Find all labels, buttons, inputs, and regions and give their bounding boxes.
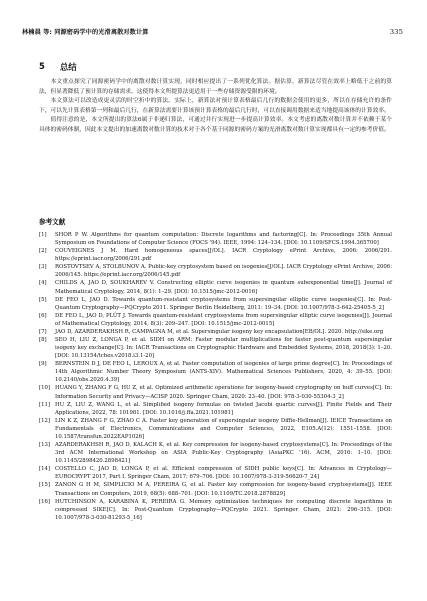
reference-number: [7]	[39, 328, 47, 335]
reference-item	[39, 465, 392, 481]
reference-number: [9]	[39, 361, 47, 368]
reference-item	[39, 296, 392, 312]
reference-text: SHOR P W. Algorithms for quantum computation: Discrete logarithms and factoring[C]. In: Proceedings 35th Annual Symposium on Foundations of Computer Science (FOCS '94). IEEE, 1994: 124–134. [DOI: 10.1109/SFCS.1994.365700]	[55, 232, 392, 247]
reference-item	[39, 312, 392, 328]
reference-text: HUANG Y, ZHANG F G, HU Z, et al. Optimized arithmetic operations for isogeny-based cryptography on huff curves[C]. In: Information Security and Privacy—ACISP 2020. Springer Cham, 2020: 23–40. [DOI: 978-3-030-55304-3_2]	[55, 385, 392, 400]
reference-item	[39, 247, 392, 263]
reference-number: [8]	[39, 337, 47, 344]
reference-number: [14]	[39, 466, 50, 473]
reference-number: [3]	[39, 264, 47, 271]
references-heading: 参考文献	[39, 218, 66, 226]
reference-item	[39, 336, 392, 360]
reference-item	[39, 401, 392, 417]
paragraph: 本文算法可以改造成更灵活的时空折中的算法。实际上，新算法对预计算表格最后几行的数据会使用的更多，所以在存储允许的条件下，可以先计算表格第一列和最后几行，在新算法需要计算该预计算表格的最后几行时，可以直接调用数据来适当地提高该体的计算效率。	[39, 98, 392, 114]
reference-text: HU Z, LIU Z, WANG L, et al. Simplified isogeny formulas on twisted Jacobi quartic curves[J]. Finite Fields and Their Applications, 2022, 78: 101981. [DOI: 10.1016/j.ffa.2021.101981]	[55, 401, 392, 416]
reference-item	[39, 498, 392, 522]
reference-number: [1]	[39, 232, 47, 238]
running-header-title: 林楠晨 等: 同源密码学中的光滑离散对数计算	[22, 29, 149, 36]
reference-text: LIN K Z, ZHANG F G, ZHAO C A. Faster key generation of supersingular isogeny Diffie-Hellman[J]. IEICE Transactions on Fundamentals of Electronics, Communications and Computer Sciences, 2022, E105.A(12): 1551–1558. [DOI: 10.1587/transfun.2022EAP1026]	[55, 417, 392, 440]
reference-text: SEO H, LIU Z, LONGA P, et al. SIDH on ARM: Faster modular multiplications for faster post-quantum supersingular isogeny key exchange[C]. In: IACR Transactions on Cryptographic Hardware and Embedded Systems, 2018, 2018(3): 1–20. [DOI: 10.13154/tches.v2018.i3.1-20]	[55, 337, 392, 360]
reference-item	[39, 417, 392, 441]
reference-text: HUTCHINSON A, KARABINA K, PEREIRA G. Memory optimization techniques for computing discrete logarithms in compressed SIKE[C]. In: Post-Quantum Cryptography—PQCrypto 2021. Springer Cham, 2021: 296–315. [DOI: 10.1007/978-3-030-81293-5_16]	[55, 498, 392, 521]
reference-item	[39, 279, 392, 295]
reference-item	[39, 328, 392, 336]
reference-item	[39, 384, 392, 400]
reference-item	[39, 441, 392, 465]
reference-item	[39, 263, 392, 279]
reference-list	[39, 231, 392, 522]
section-title: 总结	[59, 62, 77, 72]
reference-text: AZARDERAKHSH R, JAO D, KALACH K, et al. Key compression for isogeny-based cryptosystems[C]. In: Proceedings of the 3rd ACM International Workshop on ASIA Public-Key Cryptography (AsiaPKC '16). ACM, 2016: 1–10. [DOI: 10.1145/2898420.2898421]	[55, 442, 392, 465]
reference-text: ROSTOVTSEV A, STOLBUNOV A. Public-key cryptosystem based on isogenies[J/OL]. IACR Cryptology ePrint Archive, 2006: 2006/145. https://eprint.iacr.org/2006/145.pdf	[55, 264, 392, 279]
reference-item	[39, 481, 392, 497]
reference-item	[39, 231, 392, 247]
conclusion-body	[39, 78, 392, 135]
reference-number: [5]	[39, 296, 47, 303]
reference-number: [16]	[39, 498, 50, 505]
reference-text: BERNSTEIN D J, DE FEO L, LEROUX A, et al. Faster computation of isogenies of large prime degree[C]. In: Proceedings of 14th Algorithmic Number Theory Symposium (ANTS-XIV). Mathematical Sciences Publishers, 2020, 4: 39–55. [DOI: 10.2140/obs.2020.4.39]	[55, 361, 392, 384]
reference-number: [2]	[39, 248, 47, 255]
reference-number: [4]	[39, 280, 47, 287]
reference-number: [12]	[39, 417, 50, 424]
reference-number: [6]	[39, 312, 47, 319]
paragraph: 本文重点探究了同源密码学中的离散对数计算实现，同时相应提出了一系列优化算法。据估算，新算法尽管在效率上略低于之前的算法，但显著降低了预计算的存储需求。这使得本文所提算法更适用于一些存储资源受限的环境。	[39, 79, 392, 95]
section-number: 5	[39, 61, 45, 71]
reference-text: CHILDS A, JAO D, SOUKHAREV V. Constructing elliptic curve isogenies in quantum subexponential time[J]. Journal of Mathematical Cryptology, 2014, 8(1): 1–29. [DOI: 10.1515/jmc-2012-0016]	[55, 280, 392, 295]
section-heading	[39, 61, 77, 73]
reference-text: JAO D, AZARDERAKHSH R, CAMPAGNA M, et al. Supersingular isogeny key encapsulation[EB/OL]. 2020. http://sike.org	[55, 328, 384, 335]
reference-item	[39, 360, 392, 384]
reference-text: DE FEO L, JAO D, PLÛT J. Towards quantum-resistant cryptosystems from supersingular elliptic curve isogenies[J]. Journal of Mathematical Cryptology, 2014, 8(3): 209–247. [DOI: 10.1515/jmc-2012-0015]	[55, 312, 392, 327]
reference-text: ZANON G H M, SIMPLICIO M A, PEREIRA G, et al. Faster key compression for isogeny-based cryptosystems[J]. IEEE Transactions on Computers, 2019, 68(5): 688–701. [DOI: 10.1109/TC.2018.2878829]	[55, 482, 392, 497]
page-number: 335	[389, 28, 403, 36]
reference-text: COSTELLO C, JAO D, LONGA P, et al. Efficient compression of SIDH public keys[C]. In: Advances in Cryptology—EUROCRYPT 2017, Part I. Springer Cham, 2017: 679–706. [DOI: 10.1007/978-3-319-56620-7_24]	[55, 466, 392, 481]
reference-number: [10]	[39, 385, 50, 392]
reference-number: [11]	[39, 401, 50, 408]
reference-text: DE FEO L, JAO D. Towards quantum-resistant cryptosystems from supersingular elliptic curve isogenies[C]. In: Post-Quantum Cryptography—PQCrypto 2011. Springer Berlin Heidelberg, 2011: 19–34. [DOI: 10.1007/978-3-642-25405-5_2]	[55, 296, 392, 311]
reference-text: COUVEIGNES J M. Hard homogeneous spaces[J/OL]. IACR Cryptology ePrint Archive, 2006: 2006/291. https://eprint.iacr.org/2006/291.pdf	[55, 248, 392, 263]
reference-number: [13]	[39, 442, 50, 449]
running-header	[22, 27, 403, 36]
paragraph: 值得注意的是，本文所提出的算法6属于非递归算法，可通过并行实现进一步提高计算效率。本文考虑的离散对数计算并不依赖于某个具体的密码体制，因此本文提出的加速离散对数计算的技术对于各个基于同源的密码方案的光滑离散对数计算实现都具有一定的参考价值。	[39, 117, 392, 133]
reference-number: [15]	[39, 482, 50, 489]
